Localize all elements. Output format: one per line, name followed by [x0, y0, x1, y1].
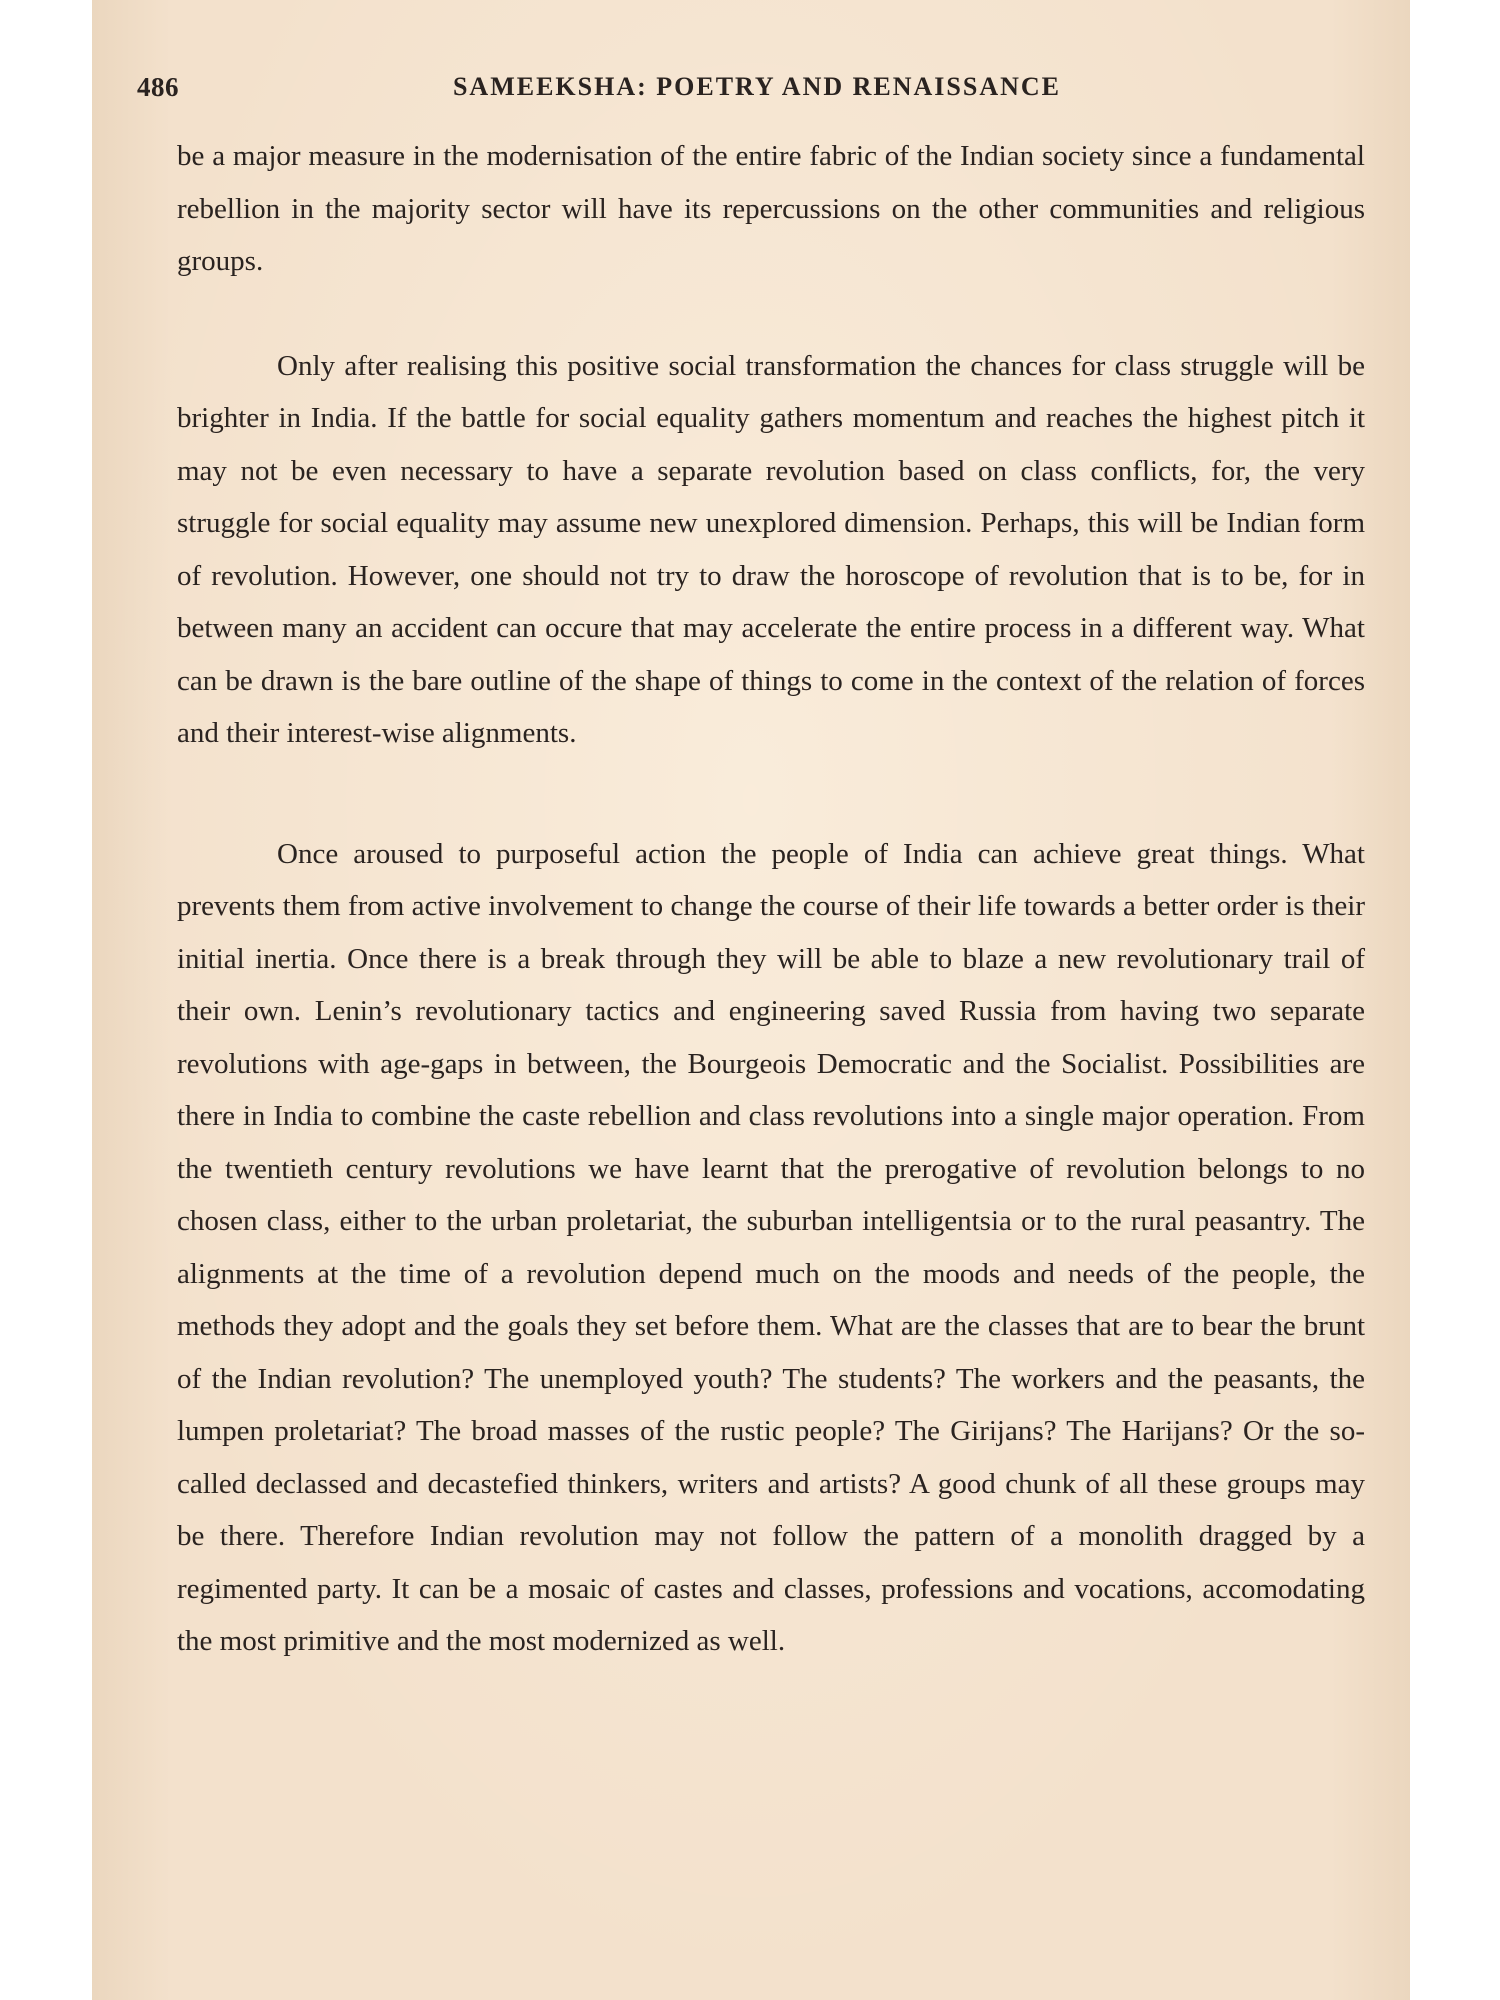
book-page	[92, 0, 1410, 2000]
body-text	[177, 130, 1365, 1668]
paragraph-indian-revolution: Once aroused to purposeful action the people of India can achieve great things. What prevents them from active involvement to change the course of their life towards a better order is their initial inertia. Once there is a break through they will be able to blaze a new revolutionary trail of their own. Lenin’s revolutionary tactics and engineering saved Russia from having two separate revolutions with age-gaps in between, the Bourgeois Democratic and the Socialist. Possibilities are there in India to combine the caste rebellion and class revolutions into a single major operation. From the twentieth century revolutions we have learnt that the prerogative of revolution belongs to no chosen class, either to the urban proletariat, the suburban intelligentsia or to the rural peasantry. The alignments at the time of a revolution depend much on the moods and needs of the people, the methods they adopt and the goals they set before them. What are the classes that are to bear the brunt of the Indian revolution? The unemployed youth? The students? The workers and the peasants, the lumpen proletariat? The broad masses of the rustic people? The Girijans? The Harijans? Or the so-called declassed and decastefied thinkers, writers and artists? A good chunk of all these groups may be there. Therefore Indian revolution may not follow the pattern of a monolith dragged by a regimented party. It can be a mosaic of castes and classes, professions and vocations, accomodating the most primitive and the most modernized as well.	[177, 837, 1365, 1657]
running-head: SAMEEKSHA: POETRY AND RENAISSANCE	[452, 72, 1062, 101]
paragraph-continued: be a major measure in the modernisation of the entire fabric of the Indian society since a fundamental rebellion in the majority sector will have its repercussions on the other communities and religious groups.	[177, 140, 1365, 277]
page-header	[137, 72, 1377, 108]
paragraph-class-struggle: Only after realising this positive social transformation the chances for class struggle will be brighter in India. If the battle for social equality gathers momentum and reaches the highest pitch it may not be even necessary to have a separate revolution based on class conflicts, for, the very struggle for social equality may assume new unexplored dimension. Perhaps, this will be Indian form of revolution. However, one should not try to draw the horoscope of revolution that is to be, for in between many an accident can occure that may accelerate the entire process in a different way. What can be drawn is the bare outline of the shape of things to come in the context of the relation of forces and their interest-wise alignments.	[177, 349, 1365, 749]
page-number: 486	[137, 72, 179, 102]
